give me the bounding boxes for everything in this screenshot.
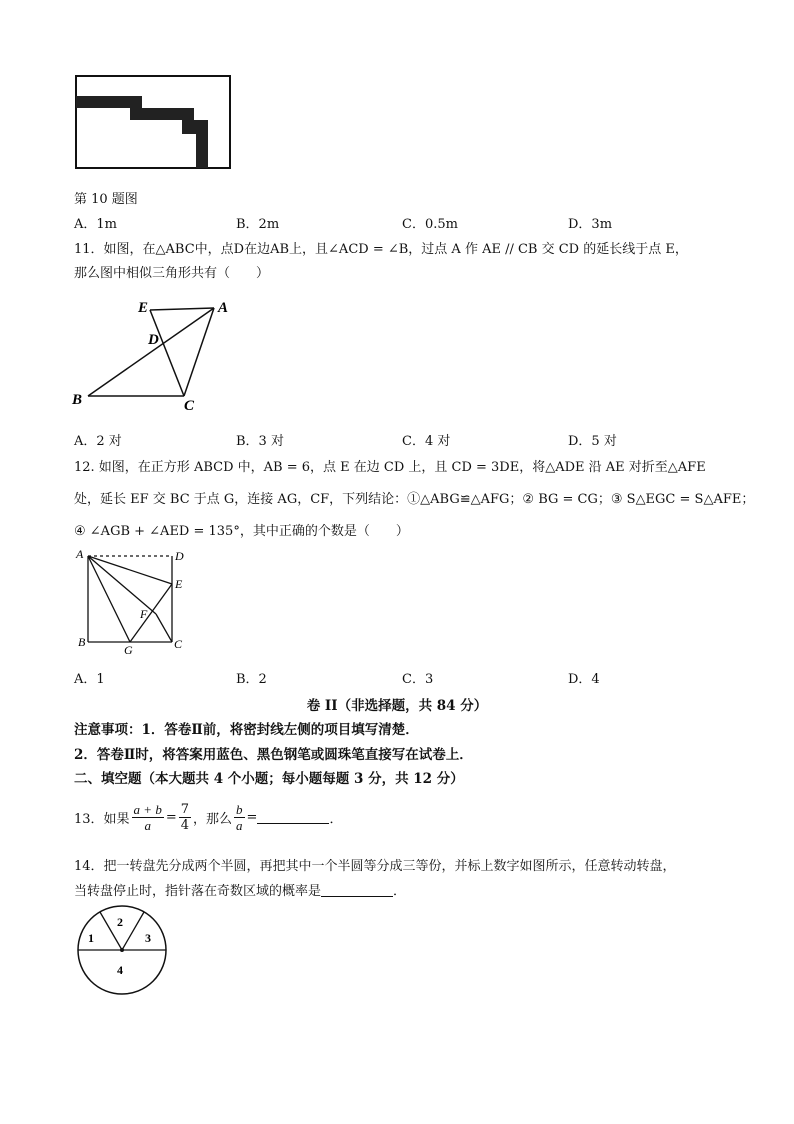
q11-label-c: C xyxy=(184,398,195,414)
q10-option-d: D．3m xyxy=(568,217,613,232)
q13-fraction-2 xyxy=(179,802,191,833)
q14-region-label-4: 4 xyxy=(117,963,123,977)
q11-option-d: D．5 对 xyxy=(568,434,617,449)
q14-region-label-3: 3 xyxy=(145,931,151,945)
q12-option-c: C．3 xyxy=(402,672,434,687)
q12-stem-line1: 12. 如图，在正方形 ABCD 中，AB = 6，点 E 在边 CD 上，且 CD = 3DE，将△ADE 沿 AE 对折至△AFE xyxy=(74,460,706,475)
q13-equals-2: = xyxy=(246,810,258,825)
q11-figure xyxy=(66,292,246,414)
q10-option-a: A．1m xyxy=(74,217,117,232)
q11-label-d: D xyxy=(148,332,159,348)
q13 xyxy=(74,802,342,833)
section2-title: 卷 II（非选择题，共 84 分） xyxy=(306,698,488,714)
q11-option-a: A．2 对 xyxy=(74,434,122,449)
q13-fraction-3-den: a xyxy=(236,818,243,833)
q12-label-c: C xyxy=(174,637,183,651)
q12-option-a: A．1 xyxy=(74,672,105,687)
q13-fraction-2-den: 4 xyxy=(180,818,190,833)
q10-option-b: B．2m xyxy=(236,217,280,232)
q11-label-b: B xyxy=(72,392,83,408)
q12-label-e: E xyxy=(175,577,183,591)
q12-option-b: B．2 xyxy=(236,672,267,687)
q11-option-c: C．4 对 xyxy=(402,434,451,449)
q11-option-b: B．3 对 xyxy=(236,434,284,449)
q12-figure xyxy=(70,546,190,658)
q11-stem-line2: 那么图中相似三角形共有（ ） xyxy=(74,266,270,281)
q13-fraction-3-num: b xyxy=(236,802,243,817)
q13-fraction-3 xyxy=(234,802,245,833)
q13-prefix: 13．如果 xyxy=(74,812,130,827)
q10-caption: 第 10 题图 xyxy=(74,192,138,207)
section2-heading: 二、填空题（本大题共 4 个小题；每小题每题 3 分，共 12 分） xyxy=(74,771,464,787)
q10-figure xyxy=(74,74,234,172)
q11-label-e: E xyxy=(138,300,149,316)
q14-stem-line1: 14．把一转盘先分成两个半圆，再把其中一个半圆等分成三等份，并标上数字如图所示，任意转动转盘， xyxy=(74,859,676,874)
q13-suffix: ． xyxy=(329,812,343,827)
q13-fraction-2-num: 7 xyxy=(180,802,190,817)
q14-region-label-1: 1 xyxy=(88,931,94,945)
q14-spinner-figure xyxy=(74,904,174,1000)
q14-stem-suffix: ． xyxy=(393,884,407,899)
q12-label-b: B xyxy=(78,635,86,649)
q14-stem-line2 xyxy=(74,880,406,899)
q14-region-label-2: 2 xyxy=(117,915,123,929)
q14-stem-line2-text: 当转盘停止时，指针落在奇数区域的概率是 xyxy=(74,884,322,899)
section2-note1: 注意事项：1．答卷Ⅱ前，将密封线左侧的项目填写清楚． xyxy=(74,722,419,738)
q12-stem-line3: ④ ∠AGB + ∠AED = 135°，其中正确的个数是（ ） xyxy=(74,524,409,539)
q13-fraction-1-den: a xyxy=(144,818,151,833)
q12-label-d: D xyxy=(175,549,184,563)
q11-label-a: A xyxy=(218,300,229,316)
q13-answer-blank[interactable] xyxy=(257,811,329,824)
q13-fraction-1 xyxy=(132,802,164,833)
q12-label-a: A xyxy=(76,547,84,561)
q13-fraction-1-num: a + b xyxy=(133,802,162,817)
q12-stem-line2: 处，延长 EF 交 BC 于点 G，连接 AG，CF，下列结论：①△ABG≌△AFG；② BG = CG；③ S△EGC = S△AFE； xyxy=(74,492,755,507)
q14-answer-blank[interactable] xyxy=(321,884,393,897)
q10-option-c: C．0.5m xyxy=(402,217,458,232)
q12-option-d: D．4 xyxy=(568,672,600,687)
q13-middle: ，那么 xyxy=(193,812,233,827)
section2-note2: 2．答卷Ⅱ时，将答案用蓝色、黑色钢笔或圆珠笔直接写在试卷上． xyxy=(74,747,473,763)
q12-label-f: F xyxy=(140,607,148,621)
q11-stem-line1: 11．如图，在△ABC中，点D在边AB上，且∠ACD = ∠B，过点 A 作 AE // CB 交 CD 的延长线于点 E， xyxy=(74,242,688,257)
q12-label-g: G xyxy=(124,643,133,657)
q13-equals: = xyxy=(165,810,177,825)
